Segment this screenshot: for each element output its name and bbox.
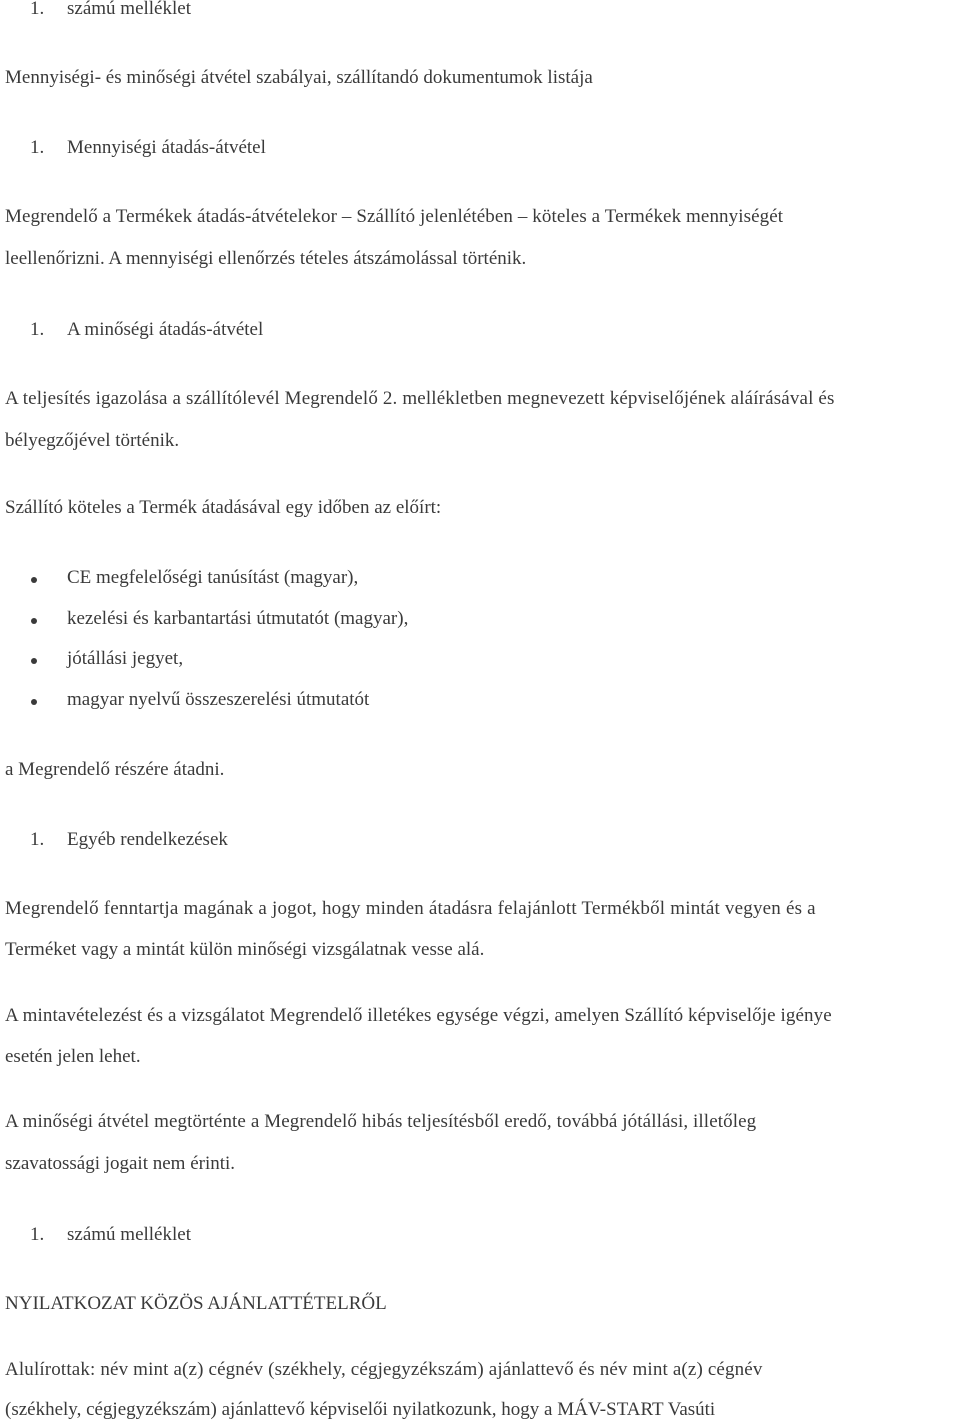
declaration-title: NYILATKOZAT KÖZÖS AJÁNLATTÉTELRŐL bbox=[5, 1293, 387, 1314]
section-3-paragraph-2-line-2: esetén jelen lehet. bbox=[5, 1046, 141, 1067]
bullet-dot bbox=[31, 577, 37, 583]
annex-label: számú melléklet bbox=[67, 1224, 191, 1245]
bullet-dot bbox=[31, 658, 37, 664]
section-2-intro: Szállító köteles a Termék átadásával egy időben az előírt: bbox=[5, 497, 442, 518]
list-item: magyar nyelvű összeszerelési útmutatót bbox=[67, 689, 370, 710]
annex-label: számú melléklet bbox=[67, 0, 191, 19]
declaration-line-1: Alulírottak: név mint a(z) cégnév (székhely, cégjegyzékszám) ajánlattevő és név mint a(z) cégnév bbox=[5, 1359, 763, 1380]
section-2-paragraph-line-2: bélyegzőjével történik. bbox=[5, 430, 180, 451]
list-item: CE megfelelőségi tanúsítást (magyar), bbox=[67, 567, 359, 588]
section-3-heading: Egyéb rendelkezések bbox=[67, 829, 228, 850]
annex-number: 1. bbox=[30, 0, 45, 19]
document-title: Mennyiségi- és minőségi átvétel szabályai, szállítandó dokumentumok listája bbox=[5, 67, 593, 88]
bullet-dot bbox=[31, 699, 37, 705]
section-3-paragraph-3-line-1: A minőségi átvétel megtörténte a Megrendelő hibás teljesítésből eredő, továbbá jótállási, illetőleg bbox=[5, 1111, 757, 1132]
list-item: jótállási jegyet, bbox=[67, 648, 184, 669]
bullet-dot bbox=[31, 618, 37, 624]
section-2-heading: A minőségi átadás-átvétel bbox=[67, 319, 264, 340]
section-1-paragraph-line-1: Megrendelő a Termékek átadás-átvételekor – Szállító jelenlétében – köteles a Termékek mennyiségét bbox=[5, 206, 784, 227]
section-1-heading: Mennyiségi átadás-átvétel bbox=[67, 137, 266, 158]
section-3-paragraph-3-line-2: szavatossági jogait nem érinti. bbox=[5, 1153, 236, 1174]
section-2-closing: a Megrendelő részére átadni. bbox=[5, 759, 225, 780]
list-item: kezelési és karbantartási útmutatót (magyar), bbox=[67, 608, 409, 629]
section-3-paragraph-1-line-2: Terméket vagy a mintát külön minőségi vizsgálatnak vesse alá. bbox=[5, 939, 485, 960]
annex-number: 1. bbox=[30, 1224, 45, 1245]
declaration-line-2: (székhely, cégjegyzékszám) ajánlattevő képviselői nyilatkozunk, hogy a MÁV-START Vasúti bbox=[5, 1399, 716, 1420]
section-2-paragraph-line-1: A teljesítés igazolása a szállítólevél Megrendelő 2. mellékletben megnevezett képviselőjének aláírásával és bbox=[5, 388, 835, 409]
section-1-paragraph-line-2: leellenőrizni. A mennyiségi ellenőrzés tételes átszámolással történik. bbox=[5, 248, 527, 269]
section-3-paragraph-1-line-1: Megrendelő fenntartja magának a jogot, hogy minden átadásra felajánlott Termékből mintát vegyen és a bbox=[5, 898, 816, 919]
section-2-number: 1. bbox=[30, 319, 45, 340]
section-3-number: 1. bbox=[30, 829, 45, 850]
section-3-paragraph-2-line-1: A mintavételezést és a vizsgálatot Megrendelő illetékes egysége végzi, amelyen Szállító képviselője igénye bbox=[5, 1005, 832, 1026]
section-1-number: 1. bbox=[30, 137, 45, 158]
